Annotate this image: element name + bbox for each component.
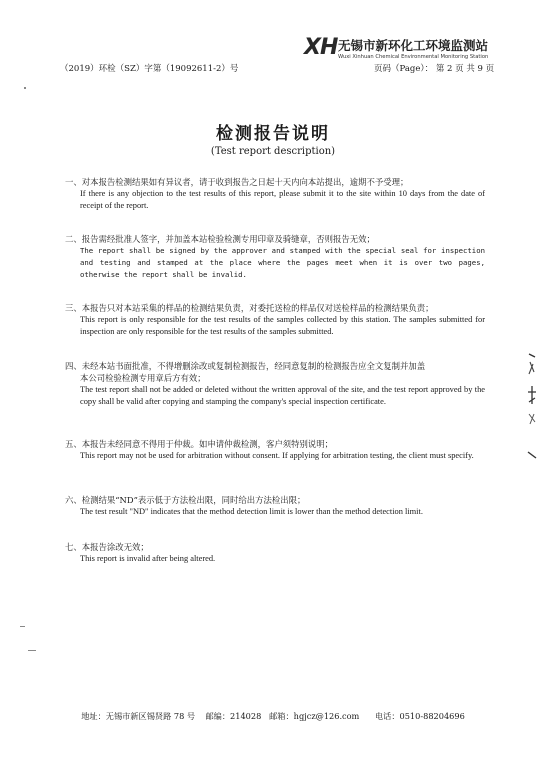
page-footer: 地址：无锡市新区锡贤路 78 号 邮编：214028 邮箱：hgjcz@126.com 电话：0510-88204696 (81, 711, 465, 721)
note-item-en: This report is invalid after being altered. (80, 554, 216, 563)
note-item-6 (65, 494, 485, 518)
scan-speck (24, 87, 26, 89)
page-subtitle: (Test report description) (210, 146, 336, 157)
report-number: （2019）环检（SZ）字第（19092611-2）号 (60, 64, 239, 74)
org-logo-mark: XH (304, 35, 338, 60)
note-item-cn: 五、本报告未经同意不得用于仲裁。如申请仲裁检测，客户须特别说明； (65, 439, 333, 449)
scan-speck (28, 650, 36, 651)
note-item-en: If there is any objection to the test results of this report, please submit it to the site within 10 days from the date of receipt of the report. (80, 189, 485, 210)
note-item-5 (65, 438, 485, 462)
note-item-1 (65, 176, 485, 212)
note-item-cn: 三、本报告只对本站采集的样品的检测结果负责，对委托送检的样品仅对送检样品的检测结果负责； (65, 303, 434, 313)
note-item-cn-cont: 本公司检验检测专用章后方有效； (80, 373, 206, 383)
note-item-en: The test report shall not be added or deleted without the written approval of the site, and the test report approved by the copy shall be valid after copying and stamping the company's special inspection certificate. (80, 385, 485, 406)
note-item-en: This report may not be used for arbitration without consent. If applying for arbitration testing, the client must specify. (80, 451, 474, 460)
note-item-cn: 二、报告需经批准人签字，并加盖本站检验检测专用印章及骑缝章，否则报告无效； (65, 234, 375, 244)
note-item-3 (65, 302, 485, 338)
note-item-4 (65, 360, 485, 408)
seam-stamp-fragment (525, 352, 539, 462)
note-item-2 (65, 233, 485, 281)
note-item-cn: 七、本报告涂改无效； (65, 542, 149, 552)
note-item-en: The report shall be signed by the approver and stamped with the special seal for inspection and testing and stamped at the place where the pages meet when it is over two pages, otherwise the report shall be invalid. (80, 246, 485, 279)
note-item-7 (65, 541, 485, 565)
scan-speck (20, 626, 25, 627)
org-name-en: Wuxi Xinhuan Chemical Environmental Monitoring Station (338, 54, 489, 60)
note-item-en: This report is only responsible for the test results of the samples collected by this station. The samples submitted for inspection are only responsible for the test results of the samples submitted. (80, 315, 485, 336)
note-item-cn: 四、未经本站书面批准，不得增删涂改或复制检测报告，经同意复制的检测报告应全文复制并加盖 (65, 361, 426, 371)
note-item-en: The test result "ND" indicates that the method detection limit is lower than the method detection limit. (80, 507, 423, 516)
page-info: 页码（Page）： 第 2 页 共 9 页 (374, 64, 495, 74)
note-item-cn: 六、检测结果“ND”表示低于方法检出限，同时给出方法检出限； (65, 495, 306, 505)
page-title: 检测报告说明 (216, 124, 330, 144)
org-name-cn: 无锡市新环化工环境监测站 (338, 38, 489, 53)
note-item-cn: 一、对本报告检测结果如有异议者，请于收到报告之日起十天内向本站提出，逾期不予受理； (65, 177, 409, 187)
